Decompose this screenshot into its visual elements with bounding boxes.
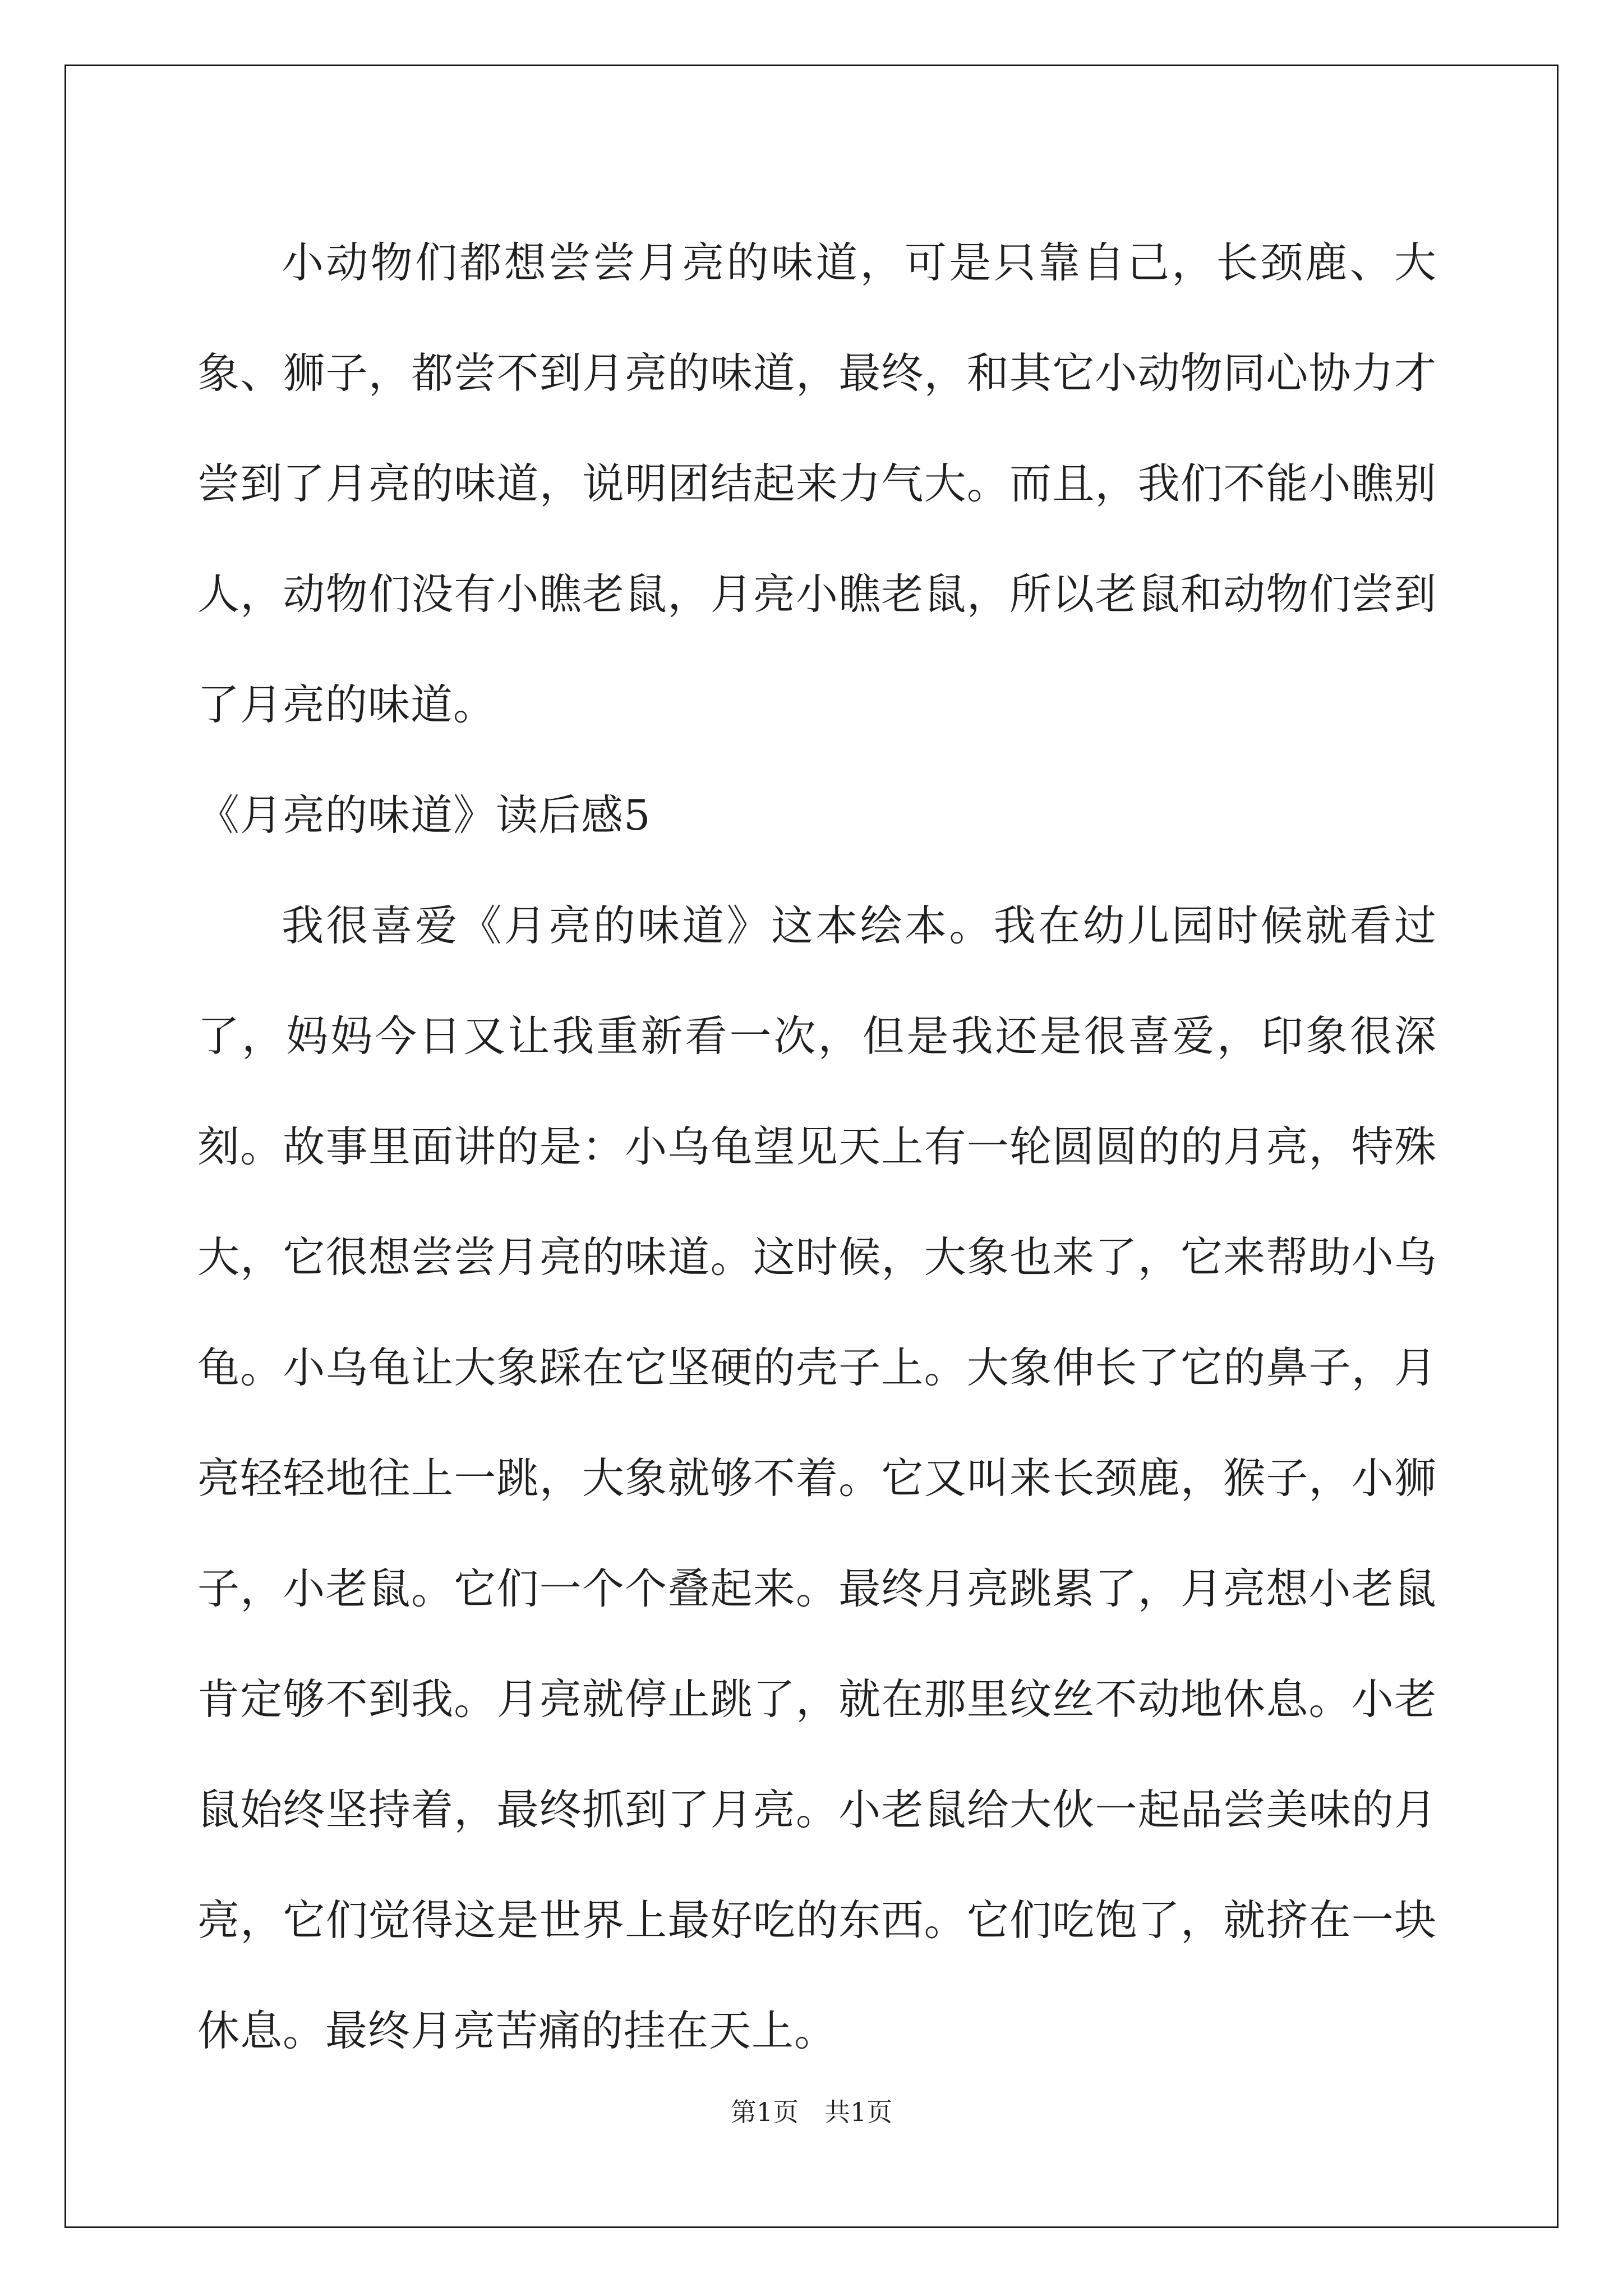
- paragraph: 小动物们都想尝尝月亮的味道，可是只靠自己，长颈鹿、大象、狮子，都尝不到月亮的味道，最终，和其它小动物同心协力才尝到了月亮的味道，说明团结起来力气大。而且，我们不能小瞧别人，动物们没有小瞧老鼠，月亮小瞧老鼠，所以老鼠和动物们尝到了月亮的味道。: [197, 238, 1437, 729]
- paragraph: 我很喜爱《月亮的味道》这本绘本。我在幼儿园时候就看过了，妈妈今日又让我重新看一次，但是我还是很喜爱，印象很深刻。故事里面讲的是：小乌龟望见天上有一轮圆圆的的月亮，特殊大，它很想尝尝月亮的味道。这时候，大象也来了，它来帮助小乌龟。小乌龟让大象踩在它坚硬的壳子上。大象伸长了它的鼻子，月亮轻轻地往上一跳，大象就够不着。它又叫来长颈鹿，猴子，小狮子，小老鼠。它们一个个叠起来。最终月亮跳累了，月亮想小老鼠肯定够不到我。月亮就停止跳了，就在那里纹丝不动地休息。小老鼠始终坚持着，最终抓到了月亮。小老鼠给大伙一起品尝美味的月亮，它们觉得这是世界上最好吃的东西。它们吃饱了，就挤在一块休息。最终月亮苦痛的挂在天上。: [197, 901, 1437, 2055]
- page-number: 第1页 共1页: [730, 2097, 893, 2127]
- document-body: [197, 208, 1437, 2086]
- section-heading: 《月亮的味道》读后感5: [197, 790, 651, 840]
- page-footer: [0, 2095, 1623, 2129]
